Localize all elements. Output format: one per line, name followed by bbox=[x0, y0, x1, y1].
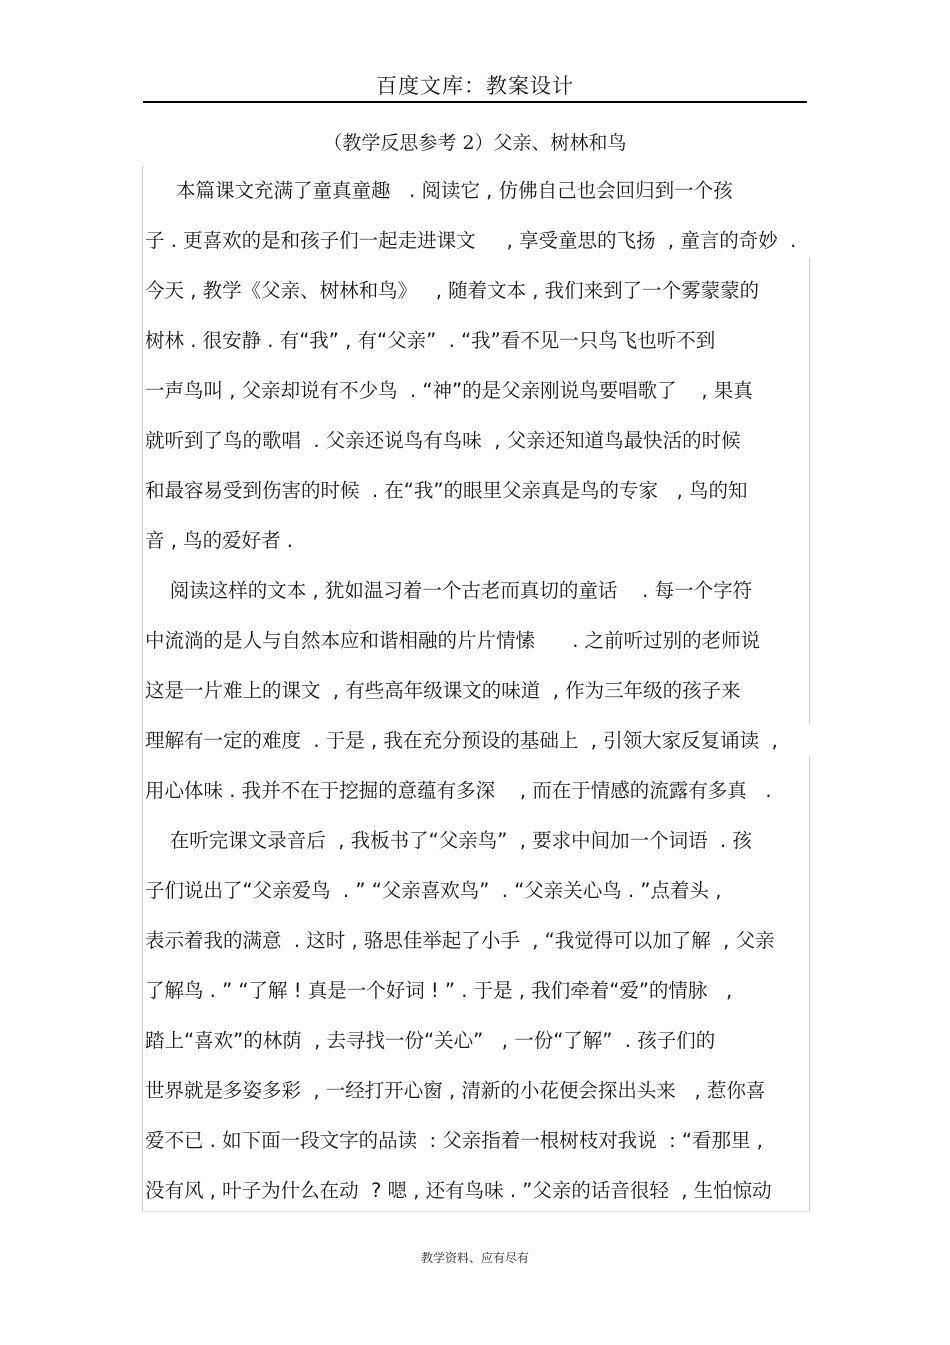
document-title: （教学反思参考 2）父亲、树林和鸟 bbox=[323, 132, 627, 154]
text-line: 没有风 , 叶子为什么在动 ? 嗯 , 还有鸟味 . ”父亲的话音很轻 , 生怕惊动 bbox=[145, 1179, 772, 1202]
text-line: 世界就是多姿多彩 , 一经打开心窗 , 清新的小花便会探出头来 , 惹你喜 bbox=[145, 1079, 766, 1102]
text-line: 一声鸟叫 , 父亲却说有不少鸟 . “神”的是父亲刚说鸟要唱歌了 , 果真 bbox=[145, 379, 753, 402]
text-line: 中流淌的是人与自然本应和谐相融的片片情愫 . 之前听过别的老师说 bbox=[145, 629, 761, 652]
text-line: 在听完课文录音后 , 我板书了“父亲鸟” , 要求中间加一个词语 . 孩 bbox=[145, 829, 752, 852]
text-line: 用心体味 . 我并不在于挖掘的意蕴有多深 , 而在于情感的流露有多真 . bbox=[145, 779, 772, 802]
text-line: 踏上“喜欢”的林荫 , 去寻找一份“关心” , 一份“了解” . 孩子们的 bbox=[145, 1029, 716, 1052]
text-line: 子们说出了“父亲爱鸟 . ” “父亲喜欢鸟” . “父亲关心鸟 . ”点着头 , bbox=[145, 879, 722, 902]
header-title: 百度文库：教案设计 bbox=[376, 74, 574, 98]
text-line: 阅读这样的文本 , 犹如温习着一个古老而真切的童话 . 每一个字符 bbox=[145, 579, 753, 602]
text-line: 本篇课文充满了童真童趣 . 阅读它 , 仿佛自己也会回归到一个孩 bbox=[145, 179, 733, 202]
text-line: 这是一片难上的课文 , 有些高年级课文的味道 , 作为三年级的孩子来 bbox=[145, 679, 741, 702]
text-line: 和最容易受到伤害的时候 . 在“我”的眼里父亲真是鸟的专家 , 鸟的知 bbox=[145, 479, 748, 502]
text-line: 表示着我的满意 . 这时 , 骆思佳举起了小手 , “我觉得可以加了解 , 父亲 bbox=[145, 929, 775, 952]
footer-text: 教学资料、应有尽有 bbox=[420, 1251, 529, 1265]
text-line: 了解鸟 . ” “了解 ! 真是一个好词 ! ” . 于是 , 我们牵着“爱”的情脉 , bbox=[145, 979, 733, 1002]
header-rule bbox=[143, 101, 807, 103]
text-line: 理解有一定的难度 . 于是 , 我在充分预设的基础上 , 引领大家反复诵读 , bbox=[145, 729, 778, 752]
text-line: 音 , 鸟的爱好者 . bbox=[145, 529, 293, 552]
text-line: 爱不已 . 如下面一段文字的品读 : 父亲指着一根树枝对我说 : “看那里 , bbox=[145, 1129, 763, 1152]
text-line: 树林 . 很安静 . 有“我” , 有“父亲” . “我”看不见一只鸟飞也听不到 bbox=[145, 329, 716, 352]
text-line: 今天 , 教学《父亲、树林和鸟》 , 随着文本 , 我们来到了一个雾蒙蒙的 bbox=[145, 279, 760, 302]
text-line: 就听到了鸟的歌唱 . 父亲还说鸟有鸟味 , 父亲还知道鸟最快活的时候 bbox=[145, 429, 741, 452]
content-frame-bottom-edge bbox=[142, 1211, 810, 1212]
text-line: 子 . 更喜欢的是和孩子们一起走进课文 , 享受童思的飞扬 , 童言的奇妙 . bbox=[145, 229, 797, 252]
content-frame-right-edge bbox=[809, 258, 810, 725]
content-frame-right-edge bbox=[809, 756, 810, 1212]
